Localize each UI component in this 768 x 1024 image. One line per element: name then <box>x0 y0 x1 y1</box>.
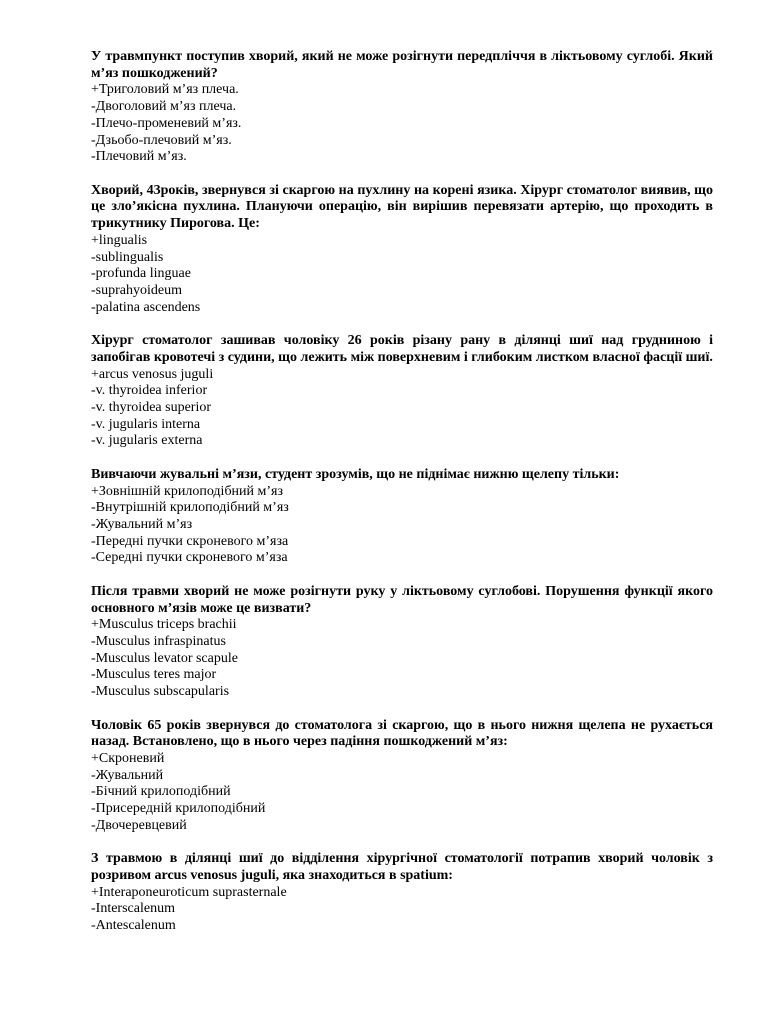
answer-option: -Плечо-променевий м’яз. <box>91 115 242 131</box>
answer-option: -v. thyroidea superior <box>91 399 211 415</box>
answer-option: -sublingualis <box>91 249 164 265</box>
answer-option: -Плечовий м’яз. <box>91 149 187 165</box>
question-text: Чоловік 65 років звернувся до стоматолога зі скаргою, що в нього нижня щелепа не рухається назад. Встановлено, що в нього через падіння пошкоджений м’яз: <box>91 717 713 750</box>
answer-option: -Внутрішній крилоподібний м’яз <box>91 500 289 516</box>
question-text: У травмпункт поступив хворий, який не може розігнути передпліччя в ліктьовому суглобі. Який м’яз пошкоджений? <box>91 49 713 81</box>
answer-option: -suprahyoideum <box>91 282 182 298</box>
question-text: Хірург стоматолог зашивав чоловіку 26 років різану рану в ділянці шиї над грудниною і запобігав кровотечі з судини, що лежить між поверхневим і глибоким листком власної фасції шиї. <box>91 333 713 365</box>
answer-option: -Musculus subscapularis <box>91 684 230 700</box>
answer-option: -Жувальний м’яз <box>91 516 193 532</box>
answer-option: -Бічний крилоподібний <box>91 784 231 800</box>
answer-option: -Дзьобо-плечовий м’яз. <box>91 132 232 148</box>
document-content <box>91 49 713 952</box>
answer-option: +lingualis <box>91 232 148 248</box>
answer-option: +Зовнішній крилоподібний м’яз <box>91 483 284 499</box>
answer-option: -Двочеревцевий <box>91 817 187 833</box>
answer-option: -v. jugularis interna <box>91 416 201 432</box>
answer-option: -Жувальний <box>91 767 164 783</box>
answer-option: +arcus venosus juguli <box>91 366 214 382</box>
question-text: Хворий, 43років, звернувся зі скаргою на пухлину на корені язика. Хірург стоматолог виявив, що це зло’якісна пухлина. Плануючи операцію, він вирішив перевязати артерію, що проходить в трикутнику Пирогова. Це: <box>91 182 713 232</box>
question-block <box>91 584 713 701</box>
answer-option: +Скроневий <box>91 751 165 766</box>
answer-option: +Interaponeuroticum suprasternale <box>91 884 287 900</box>
answer-option: -Antescalenum <box>91 918 176 934</box>
answer-option: -Musculus levator scapule <box>91 650 238 666</box>
question-block <box>91 183 713 317</box>
question-block <box>91 333 713 450</box>
answer-option: -Interscalenum <box>91 901 175 917</box>
question-text: Вивчаючи жувальні м’язи, студент зрозумів, що не піднімає нижню щелепу тільки: <box>91 466 620 482</box>
question-block <box>91 851 713 935</box>
question-block <box>91 467 713 567</box>
question-text: Після травми хворий не може розігнути руку у ліктьовому суглобові. Порушення функції якого основного м’язів може це визвати? <box>91 583 713 616</box>
answer-option: -Двоголовий м’яз плеча. <box>91 99 237 115</box>
question-block <box>91 49 713 166</box>
answer-option: -palatina ascendens <box>91 299 201 315</box>
question-block <box>91 718 713 835</box>
answer-option: -Musculus infraspinatus <box>91 633 226 649</box>
answer-option: -Musculus teres major <box>91 667 217 683</box>
answer-option: -profunda linguae <box>91 266 191 282</box>
answer-option: -v. jugularis externa <box>91 433 203 449</box>
answer-option: -Присередній крилоподібний <box>91 801 266 817</box>
question-text: З травмою в ділянці шиї до відділення хірургічної стоматології потрапив хворий чоловік з розривом arcus venosus juguli, яка знаходиться в spatium: <box>91 851 713 884</box>
answer-option: +Триголовий м’яз плеча. <box>91 82 239 98</box>
answer-option: -v. thyroidea inferior <box>91 383 208 399</box>
answer-option: -Середні пучки скроневого м’яза <box>91 550 288 566</box>
answer-option: +Musculus triceps brachii <box>91 617 237 633</box>
answer-option: -Передні пучки скроневого м’яза <box>91 533 289 549</box>
